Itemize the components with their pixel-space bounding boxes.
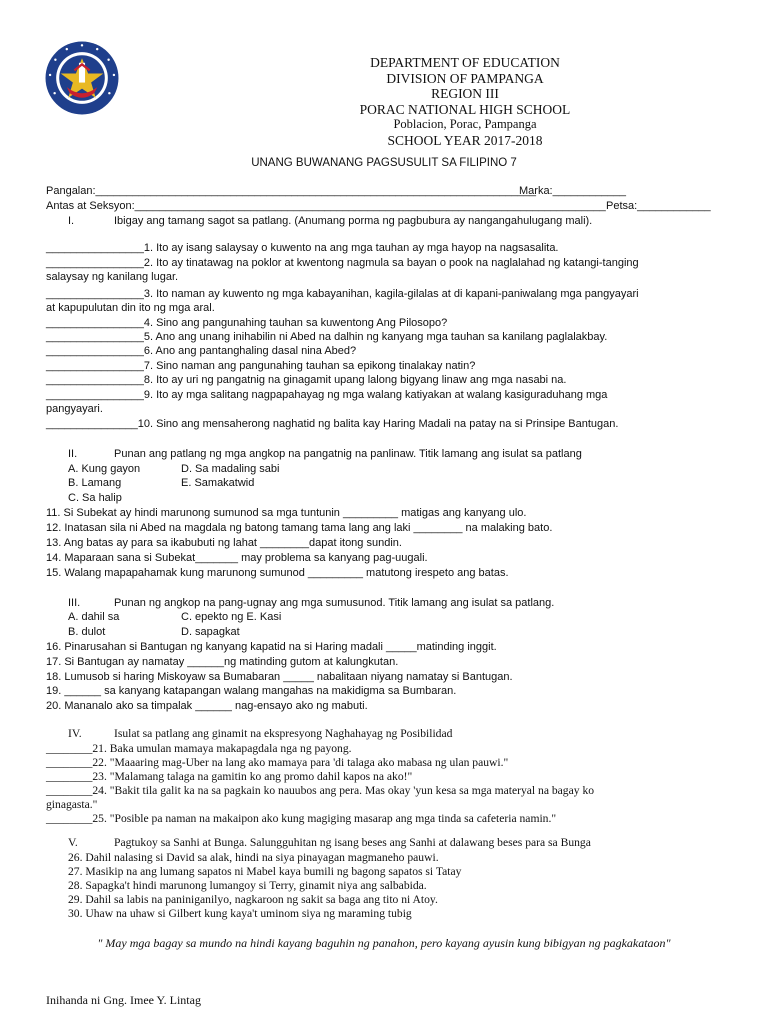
date-field[interactable]: Petsa:____________ [606,200,711,212]
choice-e: E. Samakatwid [181,477,255,489]
question-line: 11. Si Subekat ay hindi marunong sumunod sa mga tuntunin _________ matigas ang kanyang ulo. [46,507,527,519]
choice-c: C. epekto ng E. Kasi [181,611,282,623]
question-line: 14. Maparaan sana si Subekat_______ may problema sa kanyang pag-uugali. [46,552,428,564]
deped-seal-icon [44,40,120,116]
prepared-by: Inihanda ni Gng. Imee Y. Lintag [46,993,201,1007]
question-line: ginagasta." [46,798,98,811]
question-line: ________________5. Ano ang unang inihabilin ni Abed na dalhin ng kanyang mga tauhan sa kanilang paglalakbay. [46,331,608,343]
section-1-number: I. [68,215,75,227]
question-line: salaysay ng kanilang lugar. [46,271,179,283]
section-2-instruction: Punan ang patlang ng mga angkop na pangatnig na panlinaw. Titik lamang ang isulat sa patlang [114,448,582,460]
section-4-instruction: Isulat sa patlang ang ginamit na ekspresyong Naghahayag ng Posibilidad [114,727,453,740]
header-division: DIVISION OF PAMPANGA [386,70,544,86]
section-2-number: II. [68,448,78,460]
question-line: 16. Pinarusahan si Bantugan ng kanyang kapatid na si Haring madali _____matinding inggit. [46,641,497,653]
section-3-number: III. [68,597,81,609]
school-header [260,55,670,149]
question-line: 20. Mananalo ako sa timpalak ______ nag-ensayo ako ng mabuti. [46,700,368,712]
choice-d: D. Sa madaling sabi [181,463,280,475]
question-line: ________________6. Ano ang pantanghaling dasal nina Abed? [46,345,357,357]
question-line: ________________3. Ito naman ay kuwento ng mga kabayanihan, kagila-gilalas at di kapani-paniwalang mga pangyayari [46,288,639,300]
question-line: 27. Masikip na ang lumang sapatos ni Mabel kaya bumili ng bagong sapatos si Tatay [68,865,462,878]
question-line: 28. Sapagka't hindi marunong lumangoy si Terry, ginamit niya ang salbabida. [68,879,427,892]
choice-c: C. Sa halip [68,492,122,504]
question-line: 18. Lumusob si haring Miskoyaw sa Bumabaran _____ nabalitaan niyang namatay si Bantugan. [46,671,513,683]
name-field[interactable]: Pangalan:________________________________________________________________________ [46,185,537,197]
section-1-instruction: Ibigay ang tamang sagot sa patlang. (Anumang porma ng pagbubura ay nangangahulugang mali). [114,215,593,227]
section-3-instruction: Punan ng angkop na pang-ugnay ang mga sumusunod. Titik lamang ang isulat sa patlang. [114,597,555,609]
header-region: REGION III [431,86,499,102]
question-line: ________________1. Ito ay isang salaysay o kuwento na ang mga tauhan ay mga hayop na nagsasalita. [46,242,559,254]
question-line: ________________7. Sino naman ang pangunahing tauhan sa epikong tinalakay natin? [46,360,476,372]
header-school-year: SCHOOL YEAR 2017-2018 [387,132,543,148]
question-line: 17. Si Bantugan ay namatay ______ng matinding gutom at kalungkutan. [46,656,399,668]
question-line: 30. Uhaw na uhaw si Gilbert kung kaya't uminom siya ng maraming tubig [68,907,412,920]
choice-a: A. dahil sa [68,611,120,623]
header-school: PORAC NATIONAL HIGH SCHOOL [359,101,571,117]
exam-title: UNANG BUWANANG PAGSUSULIT SA FILIPINO 7 [251,157,517,169]
question-line: 13. Ang batas ay para sa ikabubuti ng lahat ________dapat itong sundin. [46,537,402,549]
choice-b: B. dulot [68,626,106,638]
question-line: ________________4. Sino ang pangunahing tauhan sa kuwentong Ang Pilosopo? [46,317,448,329]
question-line: 15. Walang mapapahamak kung marunong sumunod _________ matutong irespeto ang batas. [46,567,509,579]
question-line: ________22. "Maaaring mag-Uber na lang ako mamaya para 'di talaga ako mabasa ng ulan pauwi." [46,756,509,769]
header-address: Poblacion, Porac, Pampanga [393,117,537,132]
choice-d: D. sapagkat [181,626,240,638]
score-field[interactable]: Marka:____________ [519,185,627,197]
question-line: ________________8. Ito ay uri ng pangatnig na ginagamit upang lalong bigyang linaw ang mga nasabi na. [46,374,567,386]
question-line: 26. Dahil nalasing si David sa alak, hindi na siya pinayagan magmaneho pauwi. [68,851,439,864]
section-5-number: V. [68,836,78,849]
closing-quote: " May mga bagay sa mundo na hindi kayang baguhin ng panahon, pero kayang ayusin kung bibigyan ng pagkakataon" [97,936,671,950]
question-line: 12. Inatasan sila ni Abed na magdala ng batong tamang tama lang ang laki ________ na malaking bato. [46,522,553,534]
choice-b: B. Lamang [68,477,122,489]
question-line: ________21. Baka umulan mamaya makapagdala nga ng payong. [46,742,352,755]
question-line: ________________2. Ito ay tinatawag na poklor at kwentong nagmula sa bayan o pook na naglalahad ng katangi-tanging [46,257,639,269]
question-line: _______________10. Sino ang mensaherong naghatid ng balita kay Haring Madali na patay na si Prinsipe Bantugan. [46,418,619,430]
question-line: ________________9. Ito ay mga salitang nagpapahayag ng mga walang katiyakan at walang kasiguraduhang mga [46,389,608,401]
question-line: ________25. "Posible pa naman na makaipon ako kung magiging masarap ang mga tinda sa cafeteria namin." [46,812,557,825]
section-4-number: IV. [68,727,82,740]
header-department: DEPARTMENT OF EDUCATION [370,55,560,70]
question-line: 19. ______ sa kanyang katapangan walang mangahas na makidigma sa Bumbaran. [46,685,457,697]
section-5-instruction: Pagtukoy sa Sanhi at Bunga. Salungguhitan ng isang beses ang Sanhi at dalawang beses para sa Bunga [114,836,591,849]
section-field[interactable]: Antas at Seksyon:_____________________________________________________________________________ [46,200,606,212]
question-line: at kapupulutan din ito ng mga aral. [46,302,215,314]
choice-a: A. Kung gayon [68,463,141,475]
question-line: 29. Dahil sa labis na paniniganilyo, nagkaroon ng sakit sa baga ang tito ni Atoy. [68,893,438,906]
question-line: ________23. "Malamang talaga na gamitin ko ang promo dahil kapos na ako!" [46,770,413,783]
question-line: pangyayari. [46,403,103,415]
question-line: ________24. "Bakit tila galit ka na sa pagkain ko nauubos ang pera. Mas okay 'yun kesa sa mga materyal na bagay ko [46,784,595,797]
